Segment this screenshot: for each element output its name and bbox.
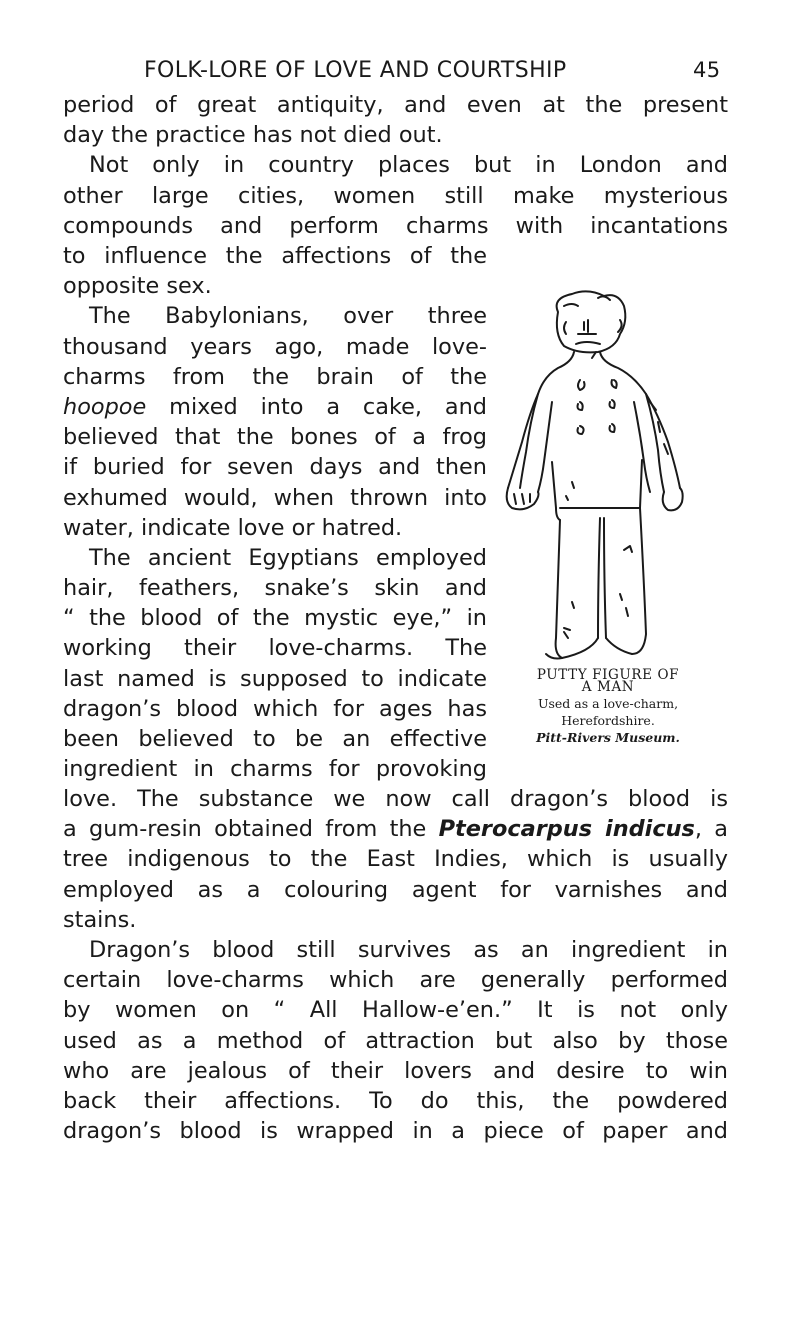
text-line: opposite sex. [63,273,212,300]
text-line: who are jealous of their lovers and desire to win [63,1057,728,1084]
text-line: believed that the bones of a frog [63,424,487,451]
text-line: used as a method of attraction but also by those [63,1027,728,1054]
text-line: hair, feathers, snake’s skin and [63,575,487,602]
hoopoe-word: hoopoe [63,393,147,420]
text-line: dragon’s blood is wrapped in a piece of paper and [63,1118,728,1145]
caption-title [488,668,728,695]
text-line: Dragon’s blood still survives as an ingredient in [89,936,728,963]
text-line: other large cities, women still make mysterious [63,182,728,209]
text-line: Not only in country places but in London and [89,152,728,179]
text-line: period of great antiquity, and even at the present [63,92,728,118]
text-line: employed as a colouring agent for varnishes and [63,876,728,903]
text-fragment: , a [694,816,729,843]
putty-figure-illustration [500,282,730,667]
text-line-hoopoe [63,392,487,422]
text-line: The Babylonians, over three [89,303,487,330]
text-line: ingredient in charms for provoking [63,756,487,783]
caption-line: Used as a love-charm, [537,696,679,711]
text-line: to influence the affections of the [63,243,487,269]
text-line: charms from the brain of the [63,363,487,390]
text-line: exhumed would, when thrown into [63,484,487,511]
text-line: last named is supposed to indicate [63,665,487,692]
paragraph-block-wrap [63,241,487,784]
text-line: certain love-charms which are generally performed [63,967,728,994]
text-line: thousand years ago, made love- [63,333,487,360]
caption-title-line1: PUTTY FIGURE OF [536,667,680,683]
text-line: compounds and perform charms with incantations [63,212,728,239]
text-fragment: a gum-resin obtained from the [63,816,427,843]
paragraph-block-top [63,90,728,241]
text-line: stains. [63,906,137,933]
text-line: water, indicate love or hatred. [63,514,403,541]
text-line: working their love-charms. The [63,635,487,662]
paragraph-block-bottom [63,784,728,1146]
text-line: tree indigenous to the East Indies, which is usually [63,846,728,873]
text-line: dragon’s blood which for ages has [63,695,487,722]
caption-line: Herefordshire. [561,713,655,728]
text-line: by women on “ All Hallow-e’en.” It is not only [63,997,728,1024]
text-line: back their affections. To do this, the powdered [63,1087,728,1114]
text-line-pterocarpus [63,814,728,844]
running-title: FOLK-LORE OF LOVE AND COURTSHIP [144,58,567,83]
text-fragment: mixed into a cake, and [169,393,487,420]
text-line: day the practice has not died out. [63,122,443,149]
text-line: been believed to be an effective [63,726,487,752]
page-number: 45 [693,58,721,82]
caption-museum: Pitt-Rivers Museum. [536,730,680,745]
figure-caption [488,668,728,746]
text-line: The ancient Egyptians employed [89,544,487,571]
caption-title-line2: A MAN [581,679,635,695]
text-line: love. The substance we now call dragon’s blood is [63,786,728,812]
text-line: “ the blood of the mystic eye,” in [63,605,487,632]
pterocarpus-name: Pterocarpus indicus [438,816,695,843]
text-line: if buried for seven days and then [63,454,487,481]
